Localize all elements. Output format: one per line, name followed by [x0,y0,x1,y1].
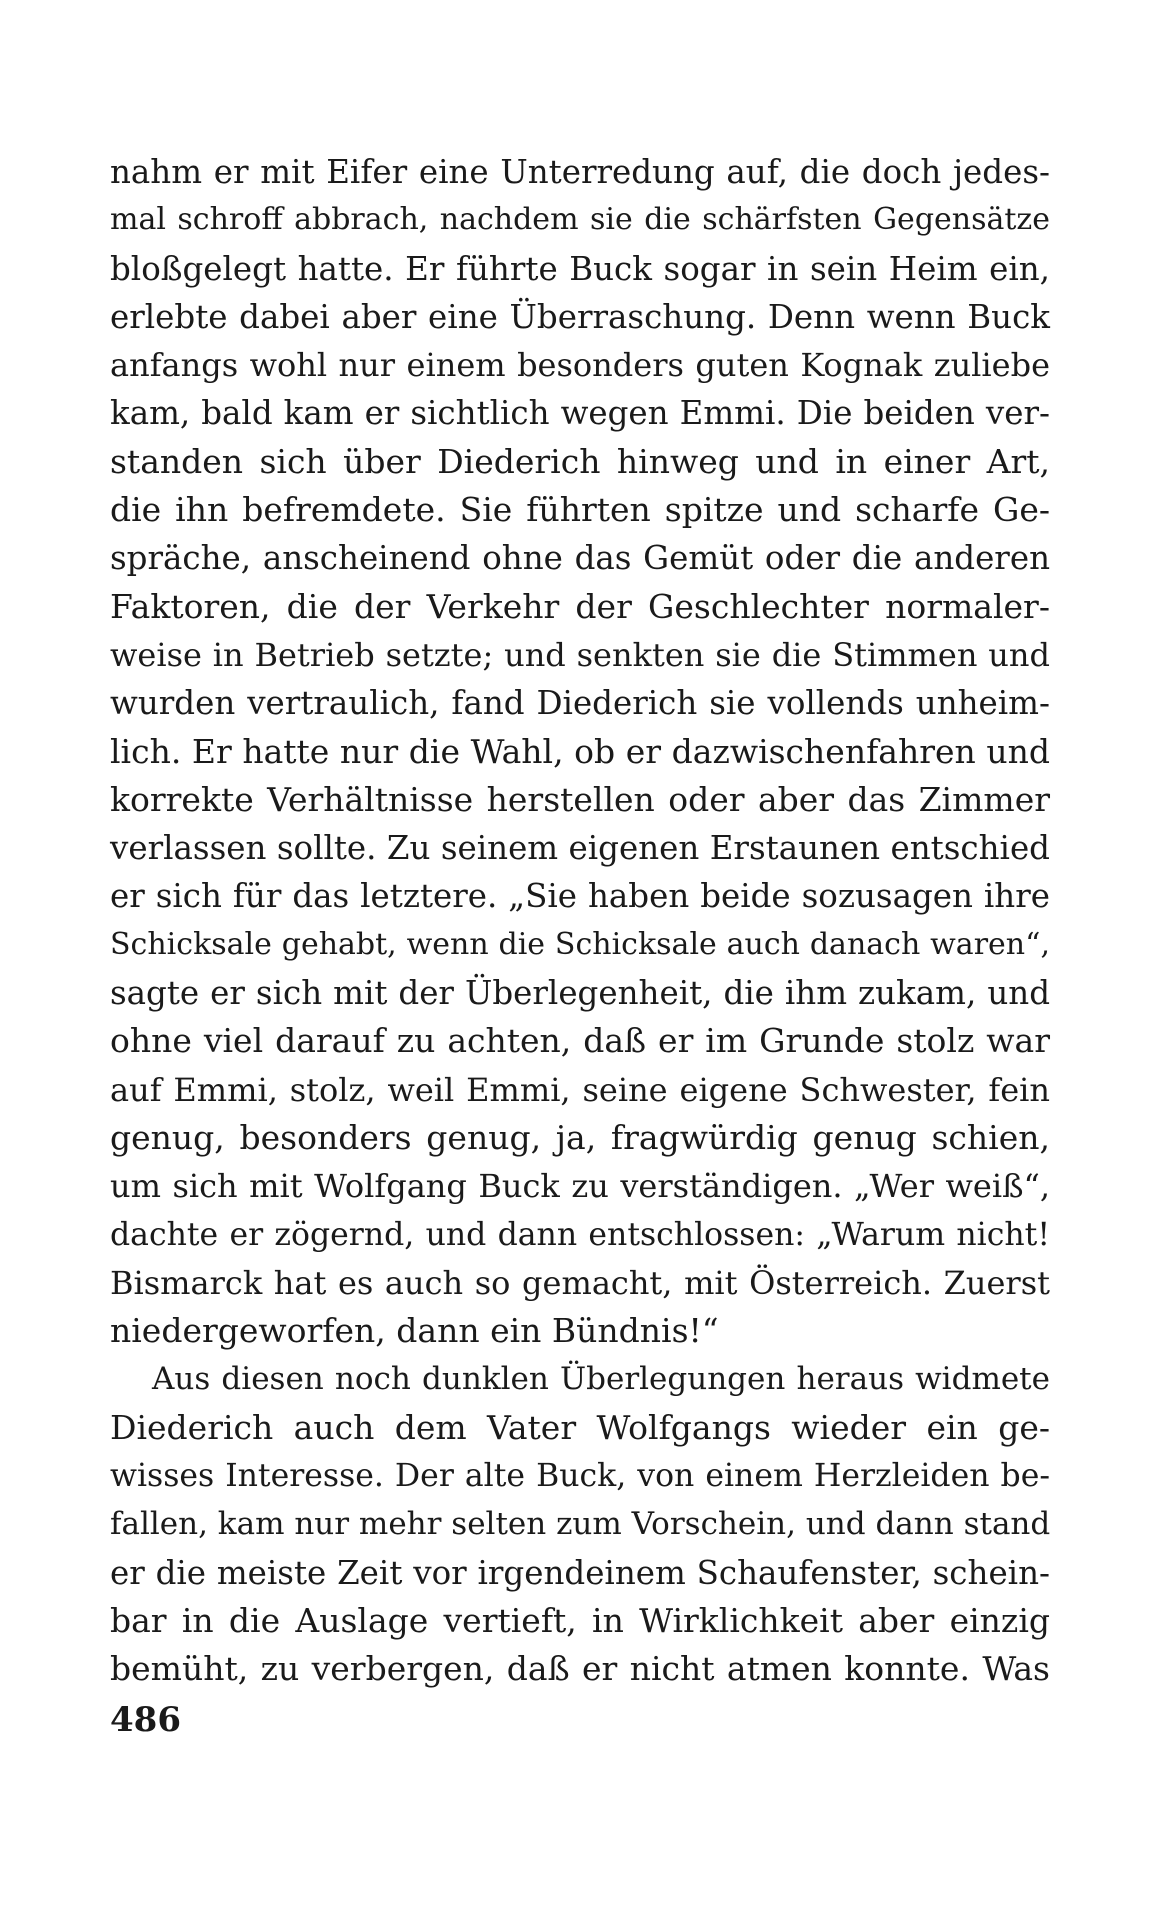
text-line: bar in die Auslage vertieft, in Wirklichkeit aber einzig [110,1600,1050,1640]
paragraph-start-line: Aus diesen noch dunklen Überlegungen heraus widmete [152,1361,1050,1398]
text-line: Diederich auch dem Vater Wolfgangs wieder ein ge- [110,1407,1050,1447]
text-line: die ihn befremdete. Sie führten spitze und scharfe Ge- [110,490,1050,530]
text-line: Bismarck hat es auch so gemacht, mit Österreich. Zuerst [110,1263,1050,1302]
text-line: er die meiste Zeit vor irgendeinem Schaufenster, schein- [110,1553,1050,1592]
text-line: anfangs wohl nur einem besonders guten Kognak zuliebe [110,346,1050,385]
text-line: kam, bald kam er sichtlich wegen Emmi. Die beiden ver- [110,394,1050,433]
text-line: mal schroff abbrach, nachdem sie die schärfsten Gegensätze [110,202,1050,238]
text-line: erlebte dabei aber eine Überraschung. Denn wenn Buck [110,297,1050,336]
text-line: ohne viel darauf zu achten, daß er im Grunde stolz war [110,1021,1050,1061]
page-number: 486 [110,1700,181,1740]
text-line: sagte er sich mit der Überlegenheit, die ihm zukam, und [110,974,1050,1013]
text-line: er sich für das letztere. „Sie haben beide sozusagen ihre [110,877,1050,916]
text-line: standen sich über Diederich hinweg und in einer Art, [110,441,1050,481]
paragraph-end-line: niedergeworfen, dann ein Bündnis!“ [110,1311,719,1351]
text-line: wurden vertraulich, fand Diederich sie vollends unheim- [110,684,1050,723]
text-line: verlassen sollte. Zu seinem eigenen Erstaunen entschied [110,829,1050,868]
text-line: nahm er mit Eifer eine Unterredung auf, die doch jedes- [110,153,1050,191]
text-line: dachte er zögernd, und dann entschlossen: „Warum nicht! [110,1216,1050,1253]
text-line: korrekte Verhältnisse herstellen oder aber das Zimmer [110,779,1050,819]
text-line: bemüht, zu verbergen, daß er nicht atmen konnte. Was [110,1649,1050,1689]
text-line: Schicksale gehabt, wenn die Schicksale auch danach waren“, [110,926,1050,962]
text-line: auf Emmi, stolz, weil Emmi, seine eigene Schwester, fein [110,1070,1050,1109]
text-line: weise in Betrieb setzte; und senkten sie die Stimmen und [110,635,1050,674]
body-text [110,148,1050,1694]
text-line: fallen, kam nur mehr selten zum Vorschein, und dann stand [110,1506,1051,1543]
text-line: Faktoren, die der Verkehr der Geschlechter normaler- [110,586,1050,626]
text-line: bloßgelegt hatte. Er führte Buck sogar in sein Heim ein, [110,249,1050,288]
text-line: um sich mit Wolfgang Buck zu verständigen. „Wer weiß“, [110,1167,1050,1206]
text-line: lich. Er hatte nur die Wahl, ob er dazwischenfahren und [110,731,1050,771]
text-line: genug, besonders genug, ja, fragwürdig genug schien, [110,1117,1050,1157]
text-line: spräche, anscheinend ohne das Gemüt oder die anderen [110,539,1050,578]
text-line: wisses Interesse. Der alte Buck, von einem Herzleiden be- [110,1458,1050,1495]
